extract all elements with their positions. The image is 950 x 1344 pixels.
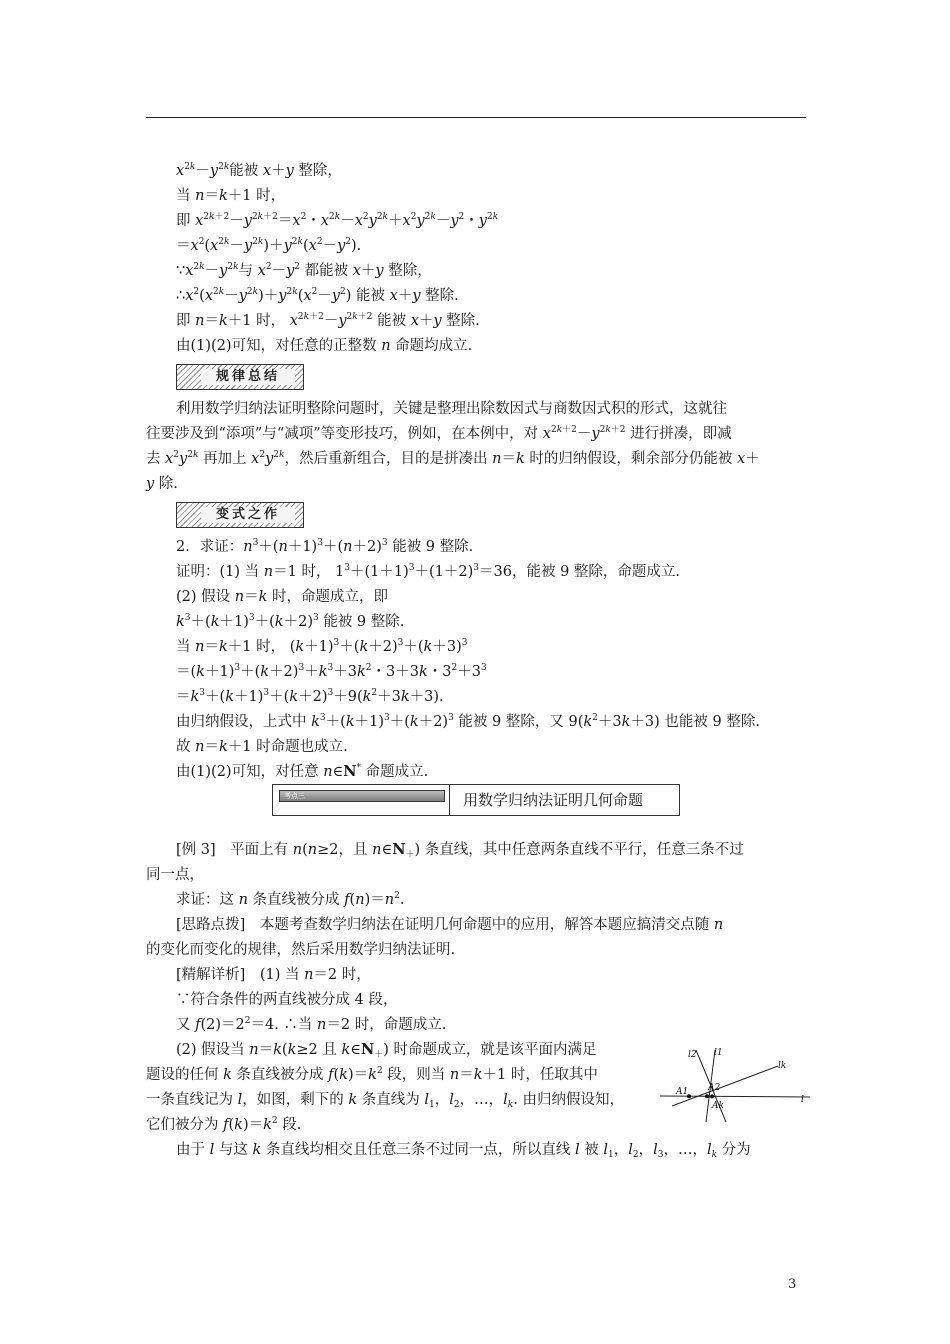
point-ak bbox=[710, 1094, 714, 1098]
text-line: 又 $f(2)=2^2=4$. ∴当 n＝2 时，命题成立. bbox=[176, 1016, 447, 1033]
text-line: 由(1)(2)可知，对任意的正整数 n 命题均成立. bbox=[176, 338, 473, 354]
text-line: 即 n＝k＋1 时， $x^{2k+2}-y^{2k+2}$ 能被 x＋y 整除. bbox=[176, 312, 480, 329]
summary-banner bbox=[176, 364, 304, 390]
text-line: $=(k+1)^3+(k+2)^3+k^3+3k^2$・3＋3k・$3^2+3^3$ bbox=[176, 663, 487, 680]
point-a2 bbox=[705, 1094, 709, 1098]
label-l1: l1 bbox=[714, 1048, 723, 1058]
label-a2: A2 bbox=[708, 1083, 721, 1093]
text-line: $x^{2k}-y^{2k}$能被 x＋y 整除， bbox=[176, 162, 342, 179]
text-line: 由于 l 与这 k 条直线均相交且任意三条不过同一点，所以直线 l 被 $l_1$，$l_2$，$l_3$，…，$l_k$ 分为 bbox=[176, 1142, 751, 1160]
summary-banner-label: 规律总结 bbox=[201, 369, 295, 385]
text-line: $k^3+(k+1)^3+(k+2)^3$ 能被 9 整除. bbox=[176, 613, 405, 630]
text-line: 即 $x^{2k+2}-y^{2k+2}=x^2$・$x^{2k}-x^2y^{2k}+x^2y^{2k}-y^2$・$y^{2k}$ bbox=[176, 212, 499, 229]
topic-divider bbox=[449, 785, 450, 815]
topic-tag: 考点三 bbox=[279, 790, 445, 802]
text-line: 一条直线记为 l，如图，剩下的 k 条直线为 $l_1$，$l_2$，…，$l_k$. 由归纳假设知， bbox=[146, 1092, 624, 1110]
text-line: ∵符合条件的两直线被分成 4 段， bbox=[176, 992, 398, 1008]
variant-banner-label: 变式之作 bbox=[201, 507, 295, 523]
text-line: [精解详析] (1) 当 n＝2 时， bbox=[176, 967, 371, 983]
lines-figure bbox=[660, 1044, 820, 1124]
text-line: 由归纳假设，上式中 $k^3+(k+1)^3+(k+2)^3$ 能被 9 整除，又 $9(k^2+3k+3)$ 也能被 9 整除. bbox=[176, 713, 760, 730]
text-line: 它们被分为 $f(k)=k^2$ 段. bbox=[146, 1116, 302, 1133]
text-line: $\therefore x^2(x^{2k}-y^{2k})+y^{2k}(x^2-y^2)$ 能被 x＋y 整除. bbox=[176, 287, 459, 304]
text-line: 当 n＝k＋1 时， bbox=[176, 188, 286, 204]
text-line: y 除. bbox=[146, 476, 178, 492]
text-line: $=k^3+(k+1)^3+(k+2)^3+9(k^2+3k+3)$. bbox=[176, 688, 444, 705]
line-lk bbox=[672, 1066, 778, 1106]
text-line: (2) 假设当 n＝k(k≥2 且 $k\in N_+$) 时命题成立，就是该平面内满足 bbox=[176, 1041, 597, 1060]
text-line: 去 $x^2y^{2k}$ 再加上 $x^2y^{2k}$，然后重新组合，目的是拼凑出 n＝k 时的归纳假设，剩余部分仍能被 x＋ bbox=[146, 450, 760, 467]
text-line: [例 3] 平面上有 n(n≥2，且 $n\in N_+$) 条直线，其中任意两条直线不平行，任意三条不过 bbox=[176, 841, 744, 860]
text-line: [思路点拨] 本题考查数学归纳法在证明几何命题中的应用，解答本题应搞清交点随 n bbox=[176, 917, 724, 933]
label-l: l bbox=[801, 1095, 804, 1105]
text-line: 往要涉及到“添项”与“减项”等变形技巧，例如，在本例中，对 $x^{2k+2}-y^{2k+2}$ 进行拼凑，即减 bbox=[146, 425, 732, 442]
header-rule bbox=[146, 117, 806, 118]
text-line: 的变化而变化的规律，然后采用数学归纳法证明. bbox=[146, 942, 456, 958]
variant-banner bbox=[176, 502, 304, 528]
text-line: 求证：这 n 条直线被分成 $f(n)=n^2$. bbox=[176, 891, 405, 908]
label-l2: l2 bbox=[688, 1050, 697, 1060]
label-lk: lk bbox=[778, 1061, 787, 1071]
text-line: 当 n＝k＋1 时， $(k+1)^3+(k+2)^3+(k+3)^3$ bbox=[176, 638, 468, 655]
label-a1: A1 bbox=[676, 1087, 689, 1097]
text-line: $\because x^{2k}-y^{2k}$与 $x^2-y^2$ 都能被 x＋y 整除， bbox=[176, 262, 432, 279]
text-line: 同一点， bbox=[146, 867, 204, 883]
topic-title: 用数学归纳法证明几何命题 bbox=[463, 791, 644, 809]
text-line: $=x^2(x^{2k}-y^{2k})+y^{2k}(x^2-y^2)$. bbox=[176, 237, 362, 254]
label-ak: Ak bbox=[712, 1101, 724, 1111]
text-line: 证明：(1) 当 n＝1 时， $1^3+(1+1)^3+(1+2)^3=36$，能被 9 整除，命题成立. bbox=[176, 563, 681, 580]
text-line: 故 n＝k＋1 时命题也成立. bbox=[176, 739, 348, 755]
text-line: 题设的任何 k 条直线被分成 $f(k)=k^2$ 段，则当 n＝k＋1 时，任取其中 bbox=[146, 1066, 598, 1083]
text-line: 由(1)(2)可知，对任意 n∈N* 命题成立. bbox=[176, 763, 429, 780]
text-line: 2．求证：$n^3+(n+1)^3+(n+2)^3$ 能被 9 整除. bbox=[176, 538, 474, 555]
text-line: 利用数学归纳法证明整除问题时，关键是整理出除数因式与商数因式积的形式，这就往 bbox=[176, 401, 727, 417]
topic-header bbox=[272, 784, 680, 816]
page-number: 3 bbox=[788, 1277, 797, 1292]
text-line: (2) 假设 n＝k 时，命题成立，即 bbox=[176, 589, 389, 605]
